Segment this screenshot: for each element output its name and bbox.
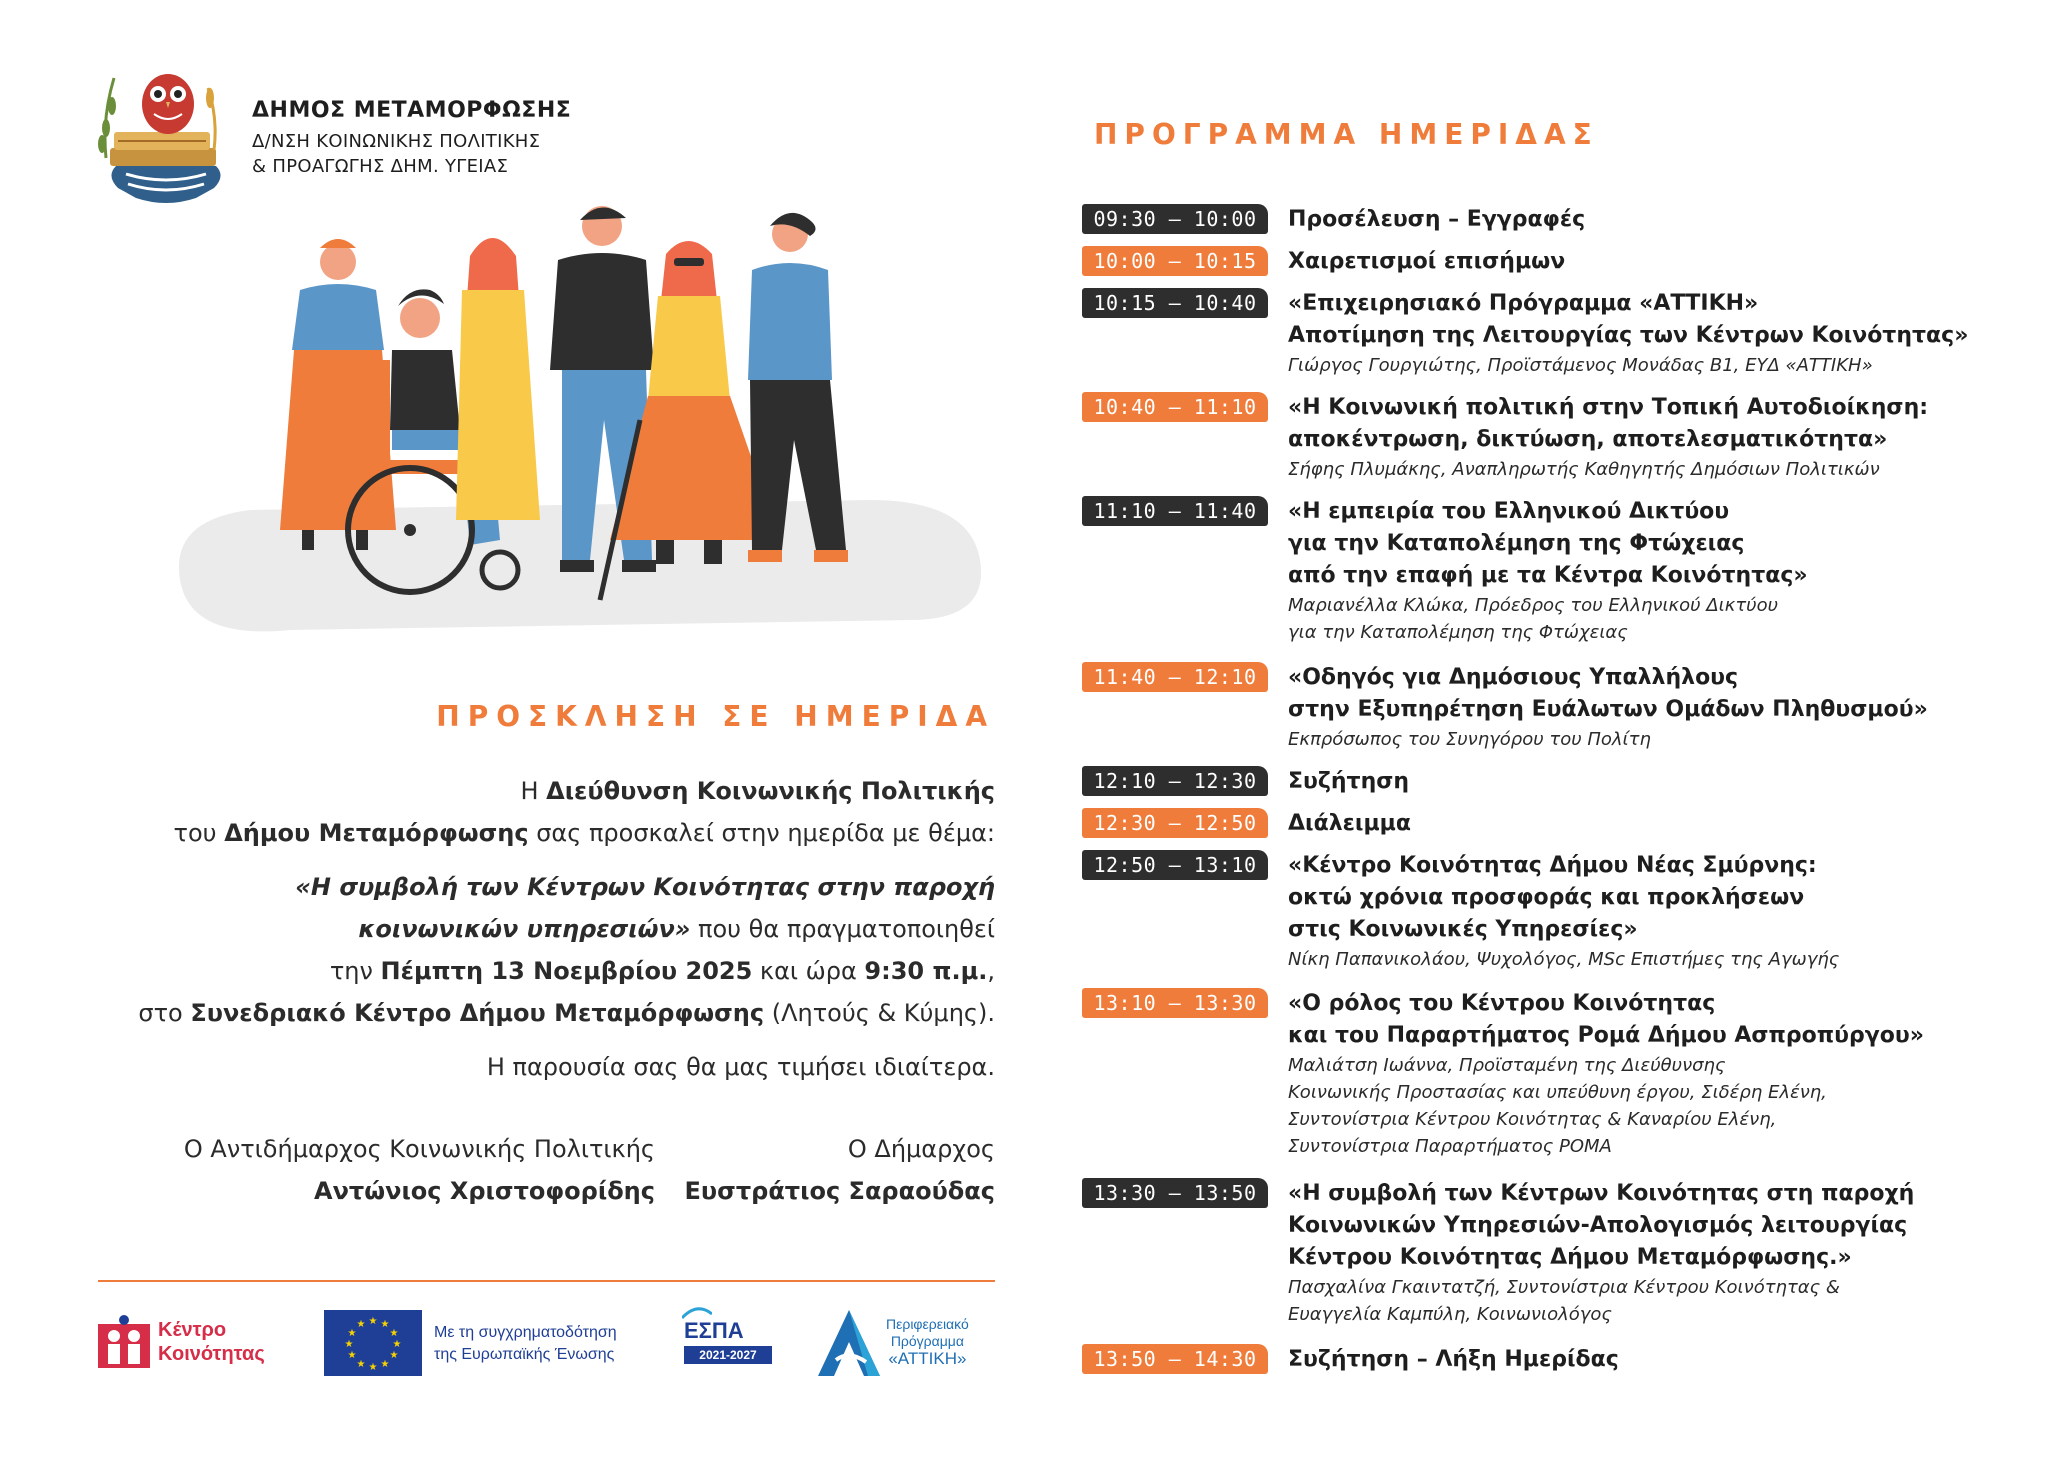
invitation-line xyxy=(60,770,995,812)
slot-title: για την Καταπολέμηση της Φτώχειας xyxy=(1288,531,1745,556)
slot-time-badge: 09:30 – 10:00 xyxy=(1082,204,1268,234)
signature-role: Ο Δήμαρχος xyxy=(847,1135,995,1163)
directorate-name: Διεύθυνση Κοινωνικής Πολιτικής xyxy=(546,777,995,805)
slot-content xyxy=(1288,288,2048,379)
slot-time-badge: 12:30 – 12:50 xyxy=(1082,808,1268,838)
slot-title: «Η Κοινωνική πολιτική στην Τοπική Αυτοδιοίκηση: xyxy=(1288,395,1929,420)
slot-speaker: Γιώργος Γουργιώτης, Προϊστάμενος Μονάδας Β1, ΕΥΔ «ΑΤΤΙΚΗ» xyxy=(1288,355,1873,376)
slot-title: «Οδηγός για Δημόσιους Υπαλλήλους xyxy=(1288,665,1739,690)
slot-time-badge: 13:30 – 13:50 xyxy=(1082,1178,1268,1208)
svg-text:★: ★ xyxy=(344,1339,354,1350)
slot-speaker: Κοινωνικής Προστασίας και υπεύθυνη έργου, Σιδέρη Ελένη, xyxy=(1288,1082,1827,1103)
event-date: Πέμπτη 13 Νοεμβρίου 2025 xyxy=(380,957,753,985)
slot-content xyxy=(1288,808,2048,840)
svg-text:★: ★ xyxy=(347,1350,357,1361)
slot-content xyxy=(1288,1344,2048,1376)
svg-text:★: ★ xyxy=(368,1362,378,1373)
text-span: Η xyxy=(520,777,547,805)
slot-content xyxy=(1288,662,2048,753)
slot-time-badge: 13:50 – 14:30 xyxy=(1082,1344,1268,1374)
signature-name: Ευστράτιος Σαραούδας xyxy=(684,1177,995,1205)
slot-speaker: Συντονίστρια Παραρτήματος ΡΟΜΑ xyxy=(1288,1136,1612,1157)
signatures xyxy=(60,1128,995,1228)
community-center-label: Κοινότητας xyxy=(158,1343,265,1365)
slot-content xyxy=(1288,1178,2048,1328)
slot-content xyxy=(1288,850,2048,973)
slot-title: στην Εξυπηρέτηση Ευάλωτων Ομάδων Πληθυσμού» xyxy=(1288,697,1928,722)
svg-text:★: ★ xyxy=(380,1359,390,1370)
slot-title: Χαιρετισμοί επισήμων xyxy=(1288,249,1566,274)
slot-speaker: Εκπρόσωπος του Συνηγόρου του Πολίτη xyxy=(1288,729,1651,750)
slot-title: «Η εμπειρία του Ελληνικού Δικτύου xyxy=(1288,499,1730,524)
svg-text:★: ★ xyxy=(356,1319,366,1330)
eu-cofunding-text: της Ευρωπαϊκής Ένωσης xyxy=(434,1346,615,1363)
slot-title: Αποτίμηση της Λειτουργίας των Κέντρων Κοινότητας» xyxy=(1288,323,1969,348)
sponsor-logos xyxy=(96,1300,996,1390)
invitation-closing: Η παρουσία σας θα μας τιμήσει ιδιαίτερα. xyxy=(486,1053,995,1081)
slot-title: αποκέντρωση, δικτύωση, αποτελεσματικότητα» xyxy=(1288,427,1888,452)
text-span: και ώρα xyxy=(752,957,865,985)
department-name-line1: Δ/ΝΣΗ ΚΟΙΝΩΝΙΚΗΣ ΠΟΛΙΤΙΚΗΣ xyxy=(252,131,541,152)
slot-title: Συζήτηση – Λήξη Ημερίδας xyxy=(1288,1347,1619,1372)
slot-time-badge: 12:50 – 13:10 xyxy=(1082,850,1268,880)
slot-time-badge: 11:40 – 12:10 xyxy=(1082,662,1268,692)
svg-text:★: ★ xyxy=(380,1319,390,1330)
slot-title: «Ο ρόλος του Κέντρου Κοινότητας xyxy=(1288,991,1716,1016)
slot-title: Προσέλευση – Εγγραφές xyxy=(1288,207,1586,232)
svg-text:★: ★ xyxy=(389,1350,399,1361)
eu-cofunding-text: Με τη συγχρηματοδότηση xyxy=(434,1324,617,1341)
signature-deputy-mayor xyxy=(184,1128,655,1212)
attiki-label: Πρόγραμμα xyxy=(890,1333,964,1349)
slot-title: οκτώ χρόνια προσφοράς και προκλήσεων xyxy=(1288,885,1805,910)
venue-address: (Λητούς & Κύμης). xyxy=(764,999,995,1027)
slot-title: στις Κοινωνικές Υπηρεσίες» xyxy=(1288,917,1638,942)
slot-content xyxy=(1288,392,2048,483)
event-topic-end: κοινωνικών υπηρεσιών» xyxy=(358,915,691,943)
eu-flag-icon xyxy=(324,1310,422,1376)
text-span: , xyxy=(987,957,995,985)
signature-name: Αντώνιος Χριστοφορίδης xyxy=(314,1177,655,1205)
slot-title: «Επιχειρησιακό Πρόγραμμα «ΑΤΤΙΚΗ» xyxy=(1288,291,1759,316)
slot-title: και του Παραρτήματος Ρομά Δήμου Ασπροπύργου» xyxy=(1288,1023,1924,1048)
slot-title: Διάλειμμα xyxy=(1288,811,1411,836)
slot-speaker: Μαλιάτση Ιωάννα, Προϊσταμένη της Διεύθυνσης xyxy=(1288,1055,1726,1076)
invitation-line xyxy=(60,866,995,908)
signature-mayor xyxy=(685,1128,995,1212)
slot-time-badge: 12:10 – 12:30 xyxy=(1082,766,1268,796)
slot-time-badge: 10:00 – 10:15 xyxy=(1082,246,1268,276)
slot-time-badge: 13:10 – 13:30 xyxy=(1082,988,1268,1018)
slot-time-badge: 11:10 – 11:40 xyxy=(1082,496,1268,526)
department-name-line2: & ΠΡΟΑΓΩΓΗΣ ΔΗΜ. ΥΓΕΙΑΣ xyxy=(252,156,509,177)
attiki-label: «ΑΤΤΙΚΗ» xyxy=(888,1349,967,1368)
attiki-a-icon xyxy=(814,1306,884,1380)
municipality-name-inline: Δήμου Μεταμόρφωσης xyxy=(224,819,529,847)
slot-content xyxy=(1288,988,2048,1160)
slot-title: «Κέντρο Κοινότητας Δήμου Νέας Σμύρνης: xyxy=(1288,853,1817,878)
text-span: που θα πραγματοποιηθεί xyxy=(690,915,995,943)
signature-role: Ο Αντιδήμαρχος Κοινωνικής Πολιτικής xyxy=(183,1135,655,1163)
community-center-people-icon xyxy=(96,1314,152,1374)
invitation-line xyxy=(60,950,995,992)
diverse-people-group-illustration xyxy=(170,200,990,640)
slot-content xyxy=(1288,496,2048,646)
text-span: την xyxy=(329,957,381,985)
espa-logo xyxy=(676,1300,776,1390)
slot-content xyxy=(1288,204,2048,236)
svg-text:★: ★ xyxy=(356,1359,366,1370)
municipality-name: ΔΗΜΟΣ ΜΕΤΑΜΟΡΦΩΣΗΣ xyxy=(252,98,572,123)
event-venue: Συνεδριακό Κέντρο Δήμου Μεταμόρφωσης xyxy=(190,999,765,1027)
slot-speaker: Νίκη Παπανικολάου, Ψυχολόγος, MSc Επιστήμες της Αγωγής xyxy=(1288,949,1840,970)
owl-on-books-emblem-icon xyxy=(96,58,236,208)
slot-content xyxy=(1288,246,2048,278)
slot-time-badge: 10:40 – 11:10 xyxy=(1082,392,1268,422)
slot-title: Συζήτηση xyxy=(1288,769,1410,794)
slot-content xyxy=(1288,766,2048,798)
program-heading: ΠΡΟΓΡΑΜΜΑ ΗΜΕΡΙΔΑΣ xyxy=(1094,118,1599,151)
invitation-line xyxy=(60,992,995,1034)
svg-text:★: ★ xyxy=(392,1339,402,1350)
slot-speaker: Μαριανέλλα Κλώκα, Πρόεδρος του Ελληνικού Δικτύου xyxy=(1288,595,1779,616)
invitation-text xyxy=(60,770,995,1088)
slot-speaker: Συντονίστρια Κέντρου Κοινότητας & Καναρίου Ελένη, xyxy=(1288,1109,1777,1130)
svg-text:★: ★ xyxy=(389,1328,399,1339)
eu-cofunding-logo xyxy=(324,1300,669,1390)
text-span: σας προσκαλεί στην ημερίδα με θέμα: xyxy=(528,819,995,847)
espa-title: ΕΣΠΑ xyxy=(684,1318,744,1343)
footer-divider xyxy=(98,1280,995,1282)
municipality-logo xyxy=(96,58,616,208)
slot-title: Κοινωνικών Υπηρεσιών-Απολογισμός λειτουργίας xyxy=(1288,1213,1908,1238)
invitation-line xyxy=(60,812,995,854)
event-topic: «Η συμβολή των Κέντρων Κοινότητας στην παροχή xyxy=(295,873,995,901)
slot-title: Κέντρου Κοινότητας Δήμου Μεταμόρφωσης.» xyxy=(1288,1245,1852,1270)
slot-speaker: για την Καταπολέμηση της Φτώχειας xyxy=(1288,622,1628,643)
attiki-label: Περιφερειακό xyxy=(886,1316,969,1332)
slot-time-badge: 10:15 – 10:40 xyxy=(1082,288,1268,318)
slot-speaker: Σήφης Πλυμάκης, Αναπληρωτής Καθηγητής Δημόσιων Πολιτικών xyxy=(1288,459,1880,480)
text-span: του xyxy=(173,819,225,847)
svg-text:★: ★ xyxy=(368,1316,378,1327)
event-time: 9:30 π.μ. xyxy=(864,957,988,985)
invitation-heading: ΠΡΟΣΚΛΗΣΗ ΣΕ ΗΜΕΡΙΔΑ xyxy=(436,700,995,733)
slot-speaker: Ευαγγελία Καμπύλη, Κοινωνιολόγος xyxy=(1288,1304,1612,1325)
text-span: στο xyxy=(138,999,191,1027)
slot-title: «Η συμβολή των Κέντρων Κοινότητας στη παροχή xyxy=(1288,1181,1915,1206)
slot-title: από την επαφή με τα Κέντρα Κοινότητας» xyxy=(1288,563,1808,588)
community-center-label: Κέντρο xyxy=(158,1319,227,1341)
espa-years: 2021-2027 xyxy=(684,1346,772,1364)
svg-text:★: ★ xyxy=(347,1328,357,1339)
slot-speaker: Πασχαλίνα Γκαιντατζή, Συντονίστρια Κέντρου Κοινότητας & xyxy=(1288,1277,1840,1298)
invitation-line xyxy=(60,908,995,950)
attiki-program-logo xyxy=(814,1300,1004,1390)
community-center-logo xyxy=(96,1300,296,1390)
